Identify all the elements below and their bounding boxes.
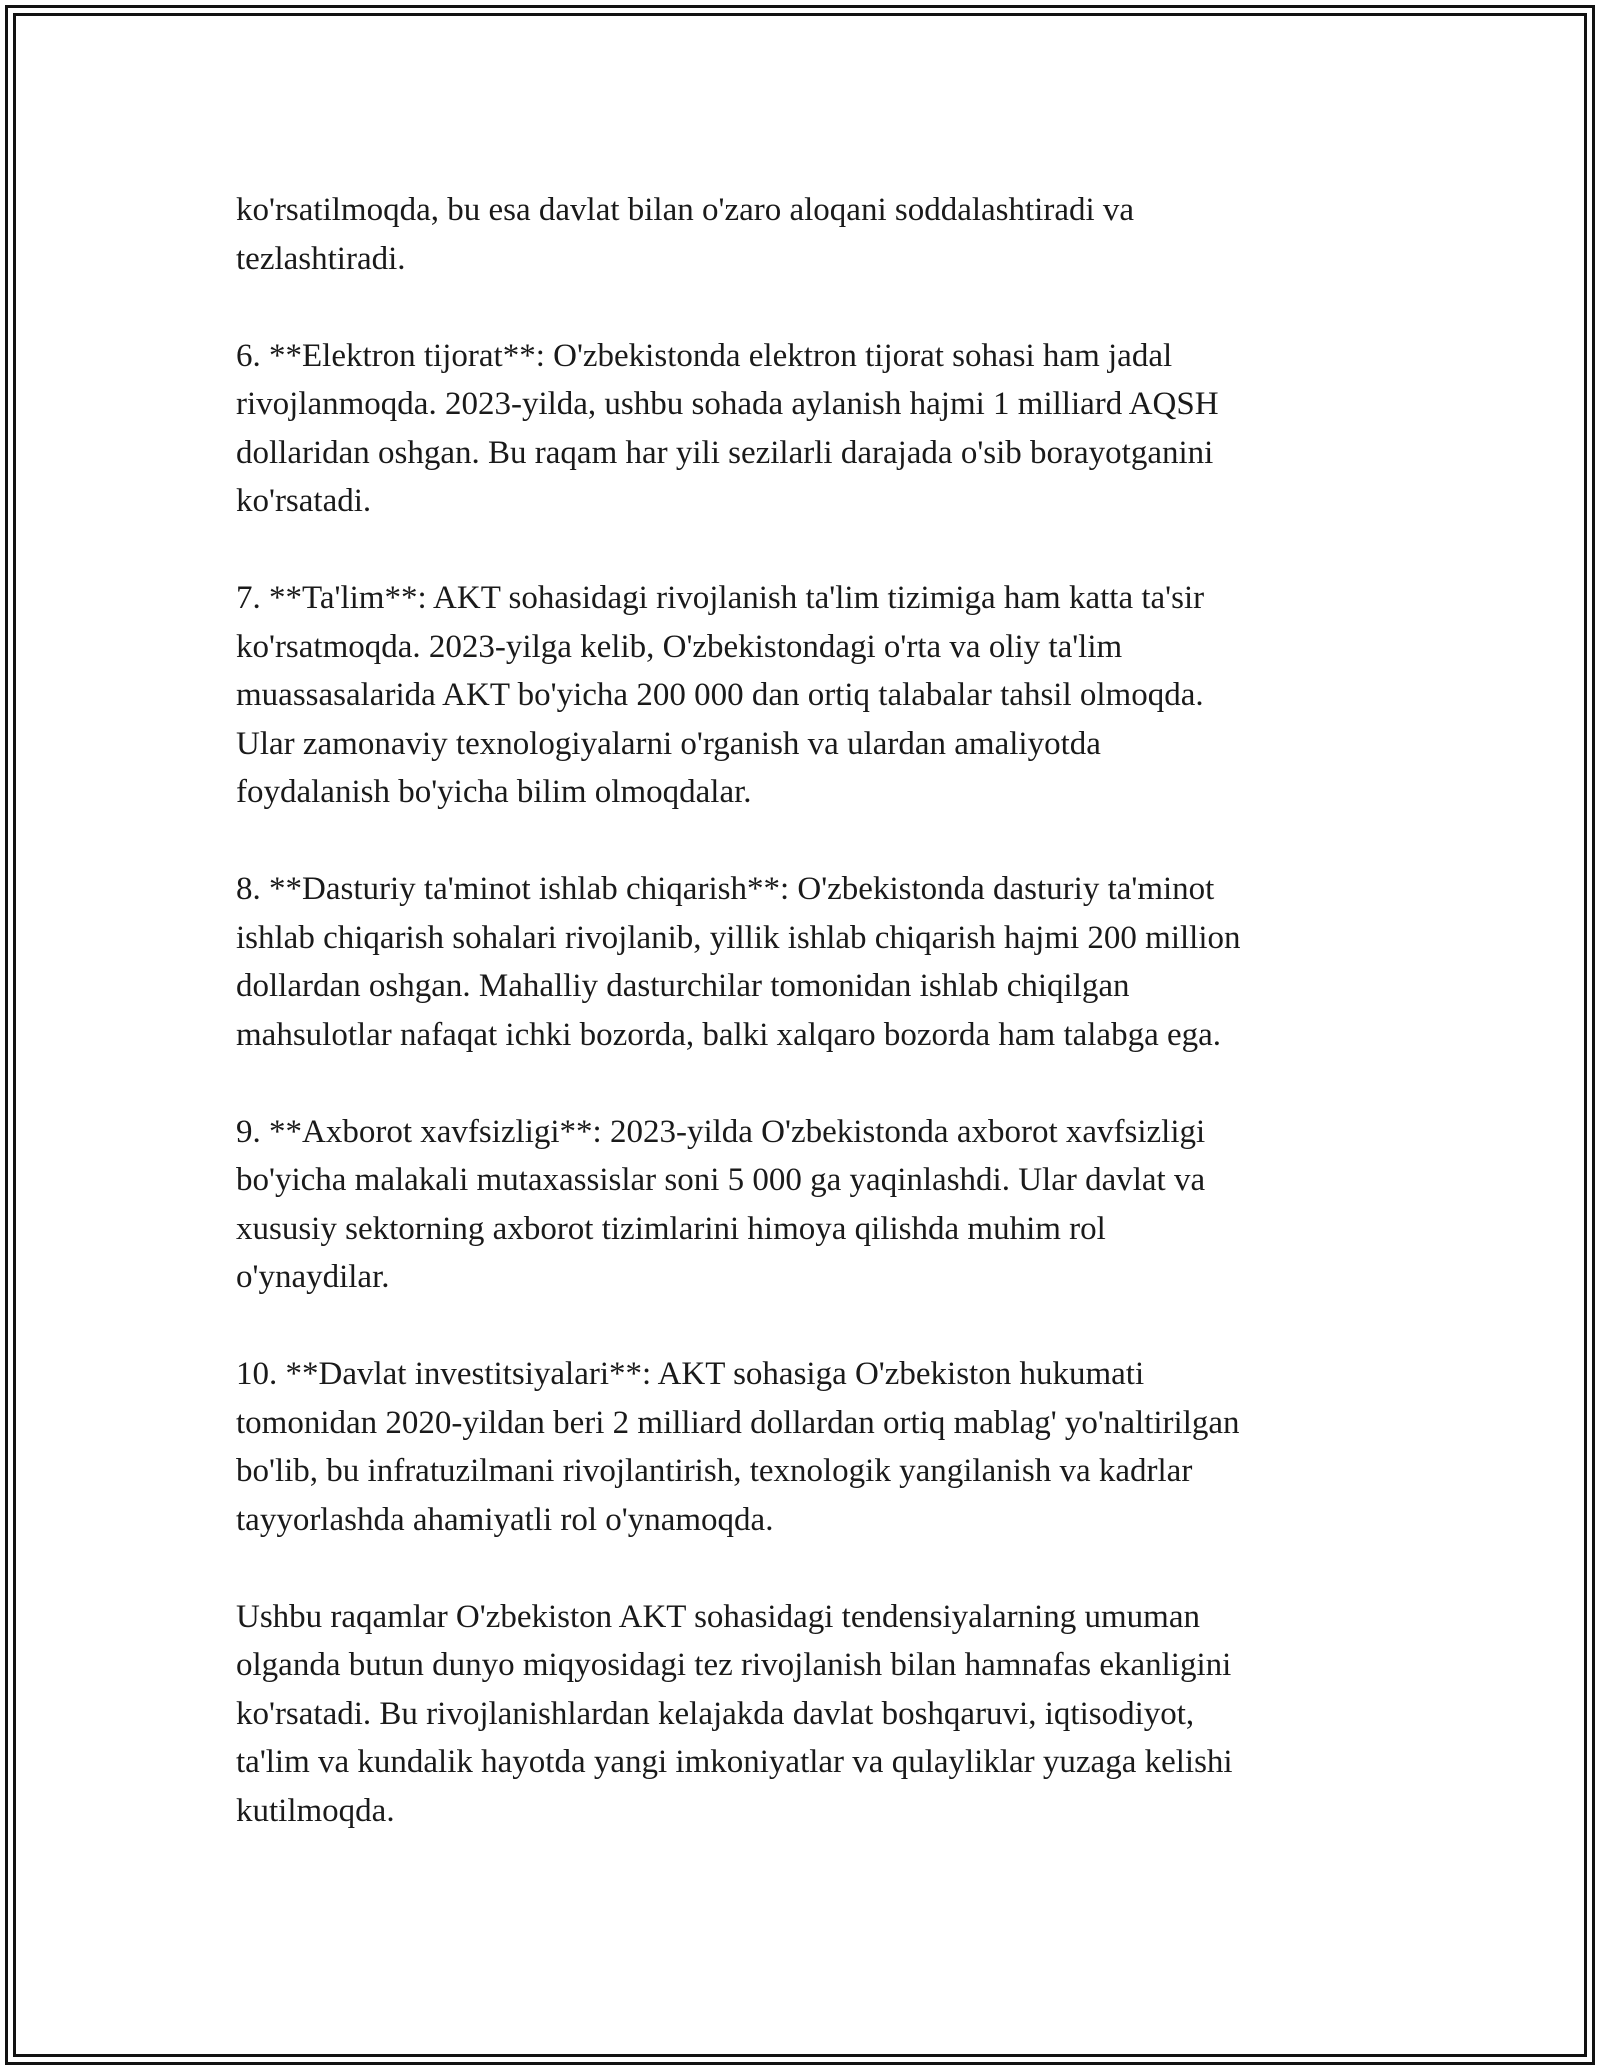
paragraph-item-6-e-commerce: 6. **Elektron tijorat**: O'zbekistonda elektron tijorat sohasi ham jadal rivojlanmoqda. 2023-yilda, ushbu sohada aylanish hajmi 1 milliard AQSH dollaridan oshgan. Bu raqam har yili sezilarli darajada o'sib borayotganini ko'rsatadi.: [236, 337, 1219, 519]
paragraph-item-9-security: 9. **Axborot xavfsizligi**: 2023-yilda O'zbekistonda axborot xavfsizligi bo'yicha malakali mutaxassislar soni 5 000 ga yaqinlashdi. Ular davlat va xususiy sektorning axborot tizimlarini himoya qilishda muhim rol o'ynaydilar.: [236, 1113, 1206, 1295]
document-body: [236, 186, 1416, 1884]
paragraph-continuation: ko'rsatilmoqda, bu esa davlat bilan o'zaro aloqani soddalashtiradi va tezlashtiradi.: [236, 192, 1135, 277]
paragraph-item-7-education: 7. **Ta'lim**: AKT sohasidagi rivojlanish ta'lim tizimiga ham katta ta'sir ko'rsatmoqda. 2023-yilga kelib, O'zbekistondagi o'rta va oliy ta'lim muassasalarida AKT bo'yicha 200 000 dan ortiq talabalar tahsil olmoqda. Ular zamonaviy texnologiyalarni o'rganish va ulardan amaliyotda foydalanish bo'yicha bilim olmoqdalar.: [236, 580, 1205, 810]
paragraph-item-8-software: 8. **Dasturiy ta'minot ishlab chiqarish**: O'zbekistonda dasturiy ta'minot ishlab chiqarish sohalari rivojlanib, yillik ishlab chiqarish hajmi 200 million dollardan oshgan. Mahalliy dasturchilar tomonidan ishlab chiqilgan mahsulotlar nafaqat ichki bozorda, balki xalqaro bozorda ham talabga ega.: [236, 871, 1241, 1053]
paragraph-item-10-investments: 10. **Davlat investitsiyalari**: AKT sohasiga O'zbekiston hukumati tomonidan 2020-yildan beri 2 milliard dollardan ortiq mablag' yo'naltirilgan bo'lib, bu infratuzilmani rivojlantirish, texnologik yangilanish va kadrlar tayyorlashda ahamiyatli rol o'ynamoqda.: [236, 1356, 1240, 1538]
paragraph-conclusion: Ushbu raqamlar O'zbekiston AKT sohasidagi tendensiyalarning umuman olganda butun dunyo miqyosidagi tez rivojlanish bilan hamnafas ekanligini ko'rsatadi. Bu rivojlanishlardan kelajakda davlat boshqaruvi, iqtisodiyot, ta'lim va kundalik hayotda yangi imkoniyatlar va qulayliklar yuzaga kelishi kutilmoqda.: [236, 1598, 1233, 1829]
